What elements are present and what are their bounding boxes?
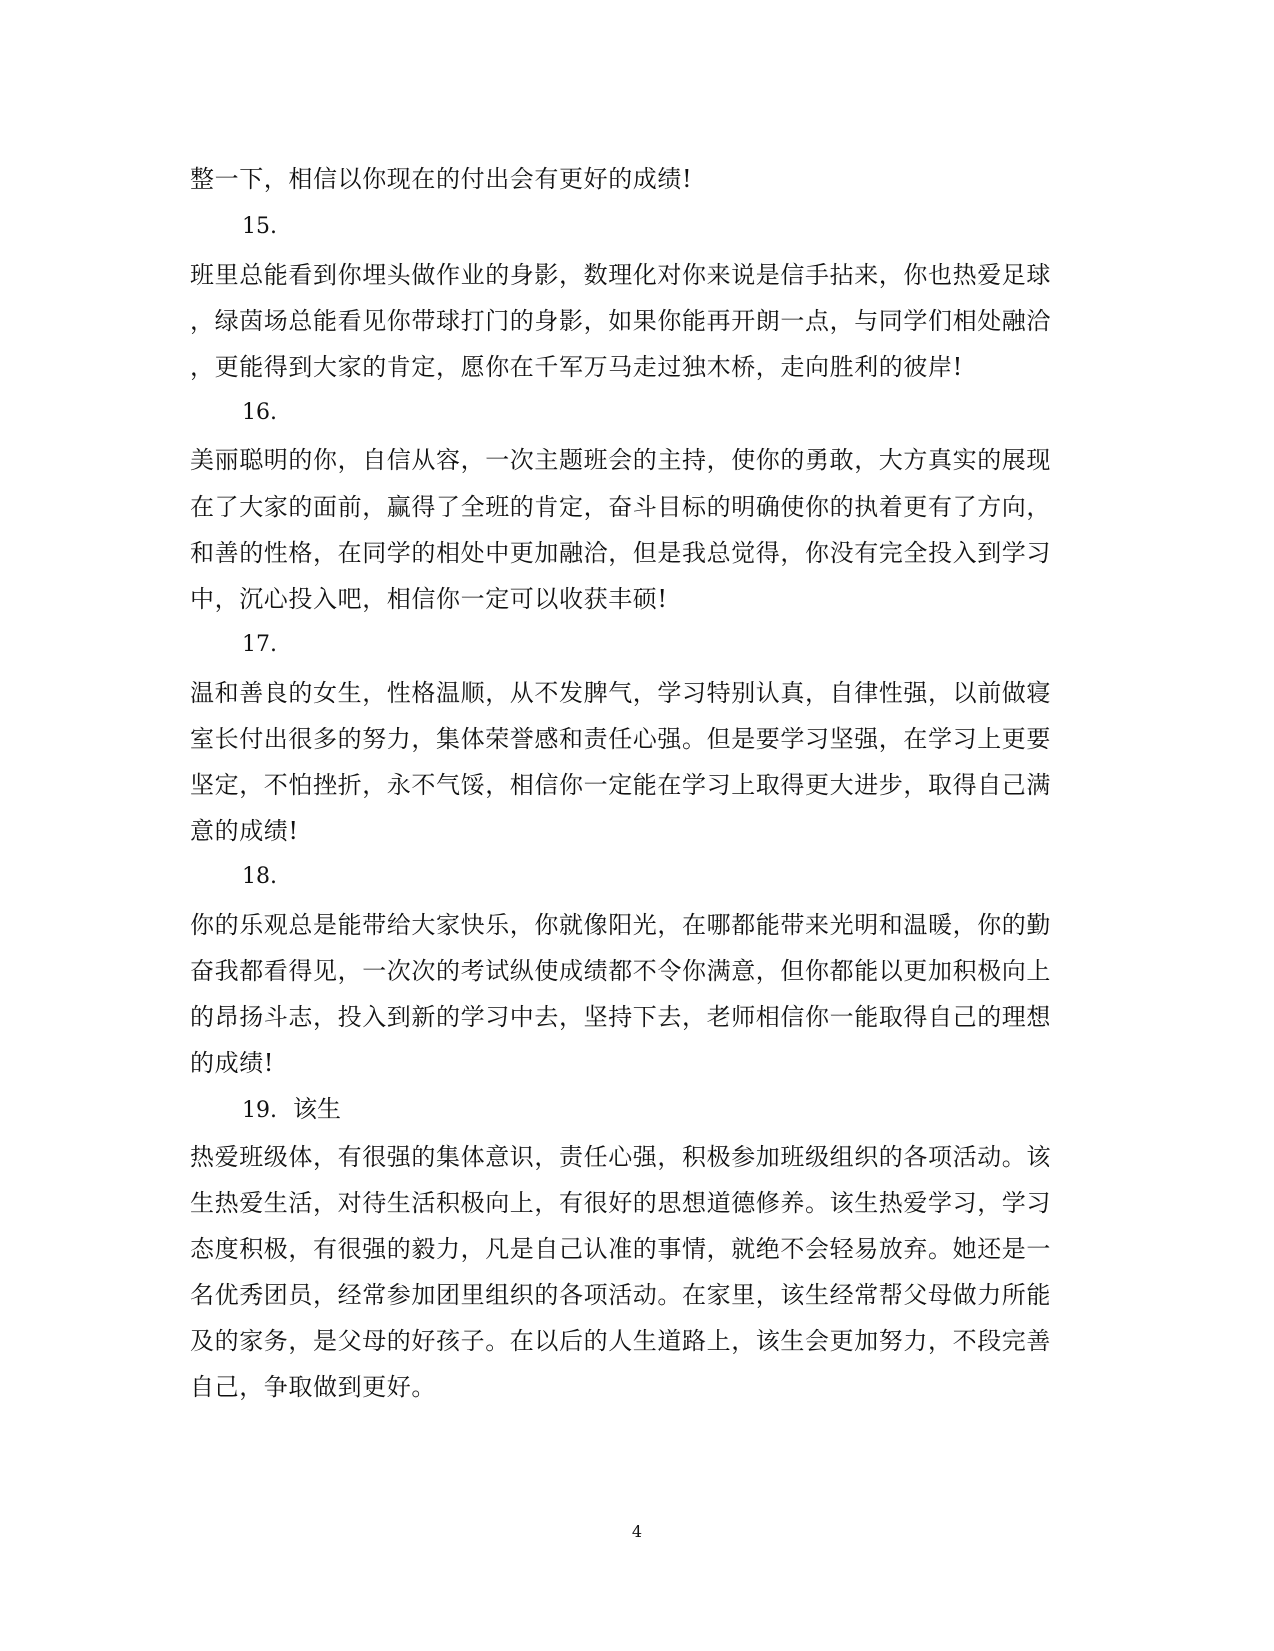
entry-17-line-2: 室长付出很多的努力，集体荣誉感和责任心强。但是要学习坚强，在学习上更要 xyxy=(190,725,1051,753)
entry-19-line-6: 自己，争取做到更好。 xyxy=(190,1373,436,1401)
entry-19-line-3: 态度积极，有很强的毅力，凡是自己认准的事情，就绝不会轻易放弃。她还是一 xyxy=(190,1235,1051,1263)
entry-18-line-3: 的昂扬斗志，投入到新的学习中去，坚持下去，老师相信你一能取得自己的理想 xyxy=(190,1003,1051,1031)
entry-19-line-2: 生热爱生活，对待生活积极向上，有很好的思想道德修养。该生热爱学习，学习 xyxy=(190,1189,1051,1217)
entry-15-line-3: ，更能得到大家的肯定，愿你在千军万马走过独木桥，走向胜利的彼岸! xyxy=(190,353,963,381)
continuation-line: 整一下，相信以你现在的付出会有更好的成绩! xyxy=(190,165,693,193)
entry-16-line-3: 和善的性格，在同学的相处中更加融洽，但是我总觉得，你没有完全投入到学习 xyxy=(190,539,1051,567)
entry-18-line-2: 奋我都看得见，一次次的考试纵使成绩都不令你满意，但你都能以更加积极向上 xyxy=(190,957,1051,985)
entry-18-line-1: 你的乐观总是能带给大家快乐，你就像阳光，在哪都能带来光明和温暖，你的勤 xyxy=(190,911,1051,939)
entry-15-line-1: 班里总能看到你埋头做作业的身影，数理化对你来说是信手拈来，你也热爱足球 xyxy=(190,261,1051,289)
entry-19-line-1: 热爱班级体，有很强的集体意识，责任心强，积极参加班级组织的各项活动。该 xyxy=(190,1143,1051,1171)
entry-number-18: 18. xyxy=(242,864,277,889)
entry-number-19: 19. xyxy=(242,1098,277,1123)
entry-number-17: 17. xyxy=(242,632,277,657)
page-number: 4 xyxy=(631,1522,643,1541)
entry-17-line-3: 坚定，不怕挫折，永不气馁，相信你一定能在学习上取得更大进步，取得自己满 xyxy=(190,771,1051,799)
entry-19-line-4: 名优秀团员，经常参加团里组织的各项活动。在家里，该生经常帮父母做力所能 xyxy=(190,1281,1051,1309)
entry-number-16: 16. xyxy=(242,400,277,425)
entry-19-line-5: 及的家务，是父母的好孩子。在以后的人生道路上，该生会更加努力，不段完善 xyxy=(190,1327,1051,1355)
entry-16-line-1: 美丽聪明的你，自信从容，一次主题班会的主持，使你的勇敢，大方真实的展现 xyxy=(190,446,1051,474)
entry-15-line-2: ，绿茵场总能看见你带球打门的身影，如果你能再开朗一点，与同学们相处融洽 xyxy=(190,307,1051,335)
entry-16-line-2: 在了大家的面前，赢得了全班的肯定，奋斗目标的明确使你的执着更有了方向， xyxy=(190,493,1051,521)
entry-17-line-4: 意的成绩! xyxy=(190,817,299,845)
entry-17-line-1: 温和善良的女生，性格温顺，从不发脾气，学习特别认真，自律性强，以前做寝 xyxy=(190,679,1051,707)
entry-number-19-row xyxy=(242,1094,341,1126)
entry-number-15: 15. xyxy=(242,214,277,239)
entry-18-line-4: 的成绩! xyxy=(190,1049,275,1077)
entry-19-heading-word: 该生 xyxy=(293,1095,341,1123)
entry-16-line-4: 中，沉心投入吧，相信你一定可以收获丰硕! xyxy=(190,585,668,613)
